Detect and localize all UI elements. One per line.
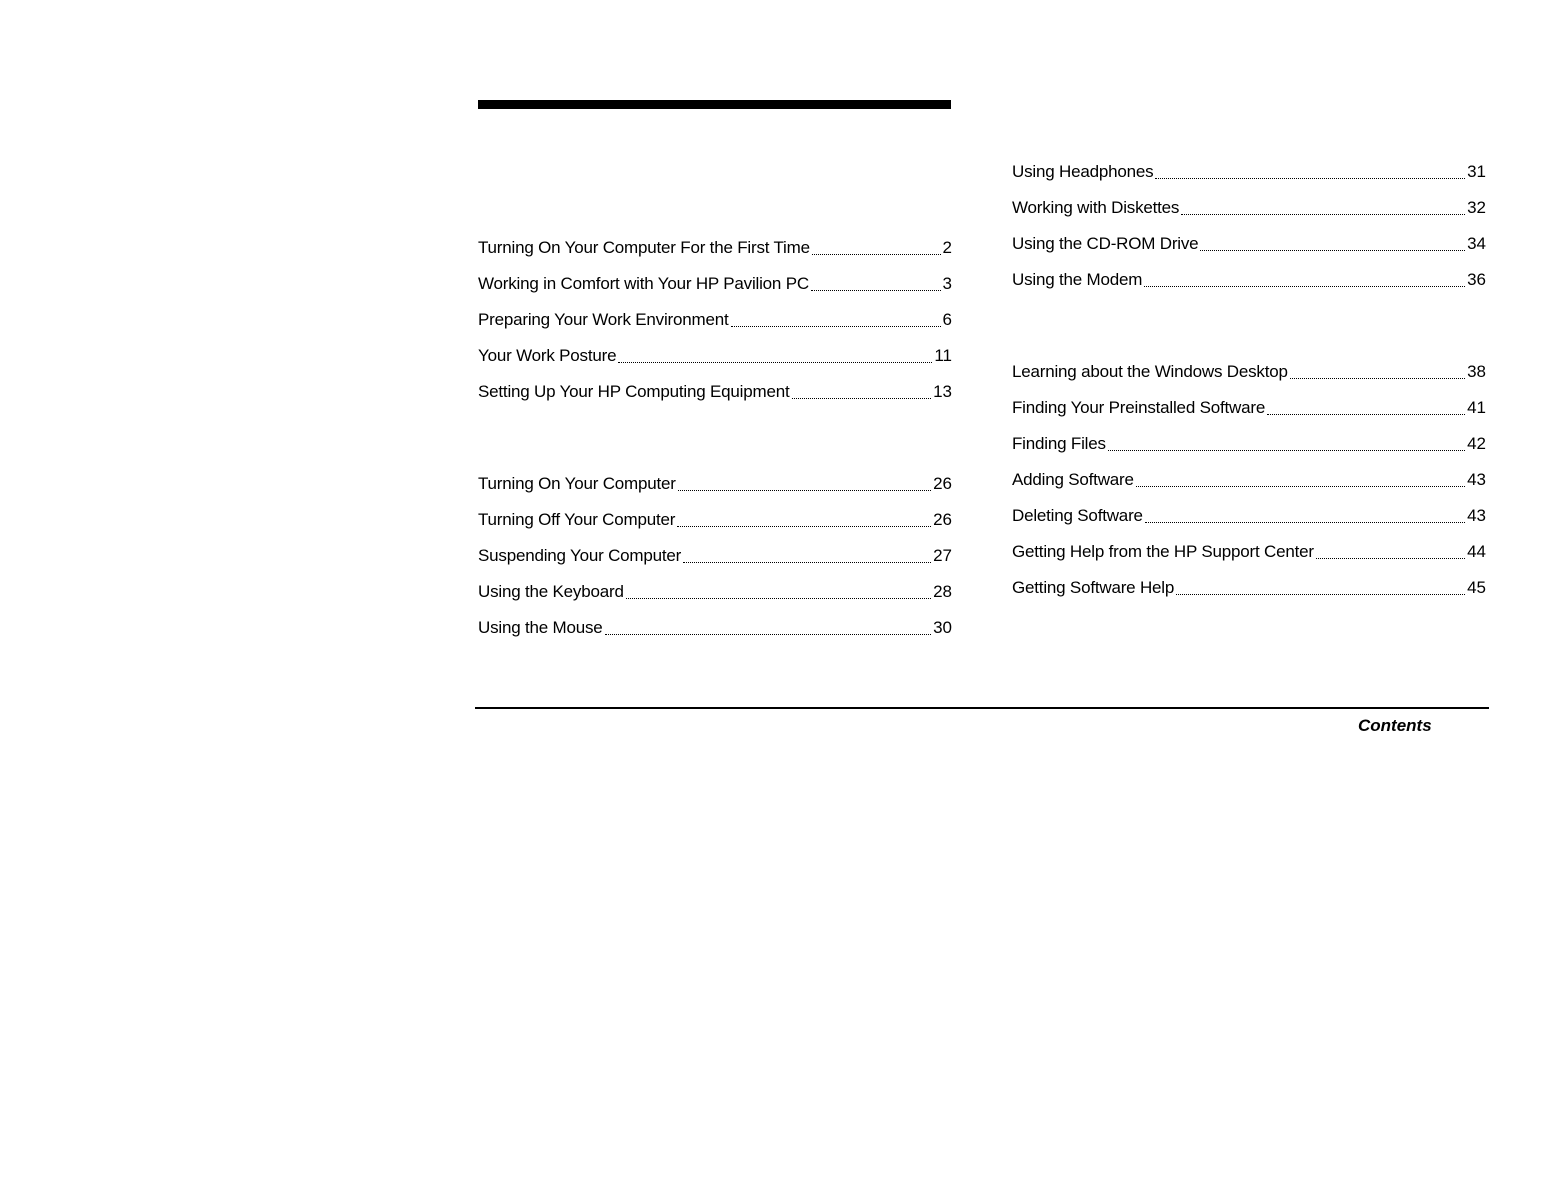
toc-entry[interactable] bbox=[1012, 562, 1486, 598]
toc-entry-page: 38 bbox=[1467, 362, 1486, 381]
dot-leader bbox=[683, 562, 931, 563]
toc-group bbox=[1012, 146, 1486, 290]
toc-entry[interactable] bbox=[478, 530, 952, 566]
toc-entry-title: Finding Your Preinstalled Software bbox=[1012, 398, 1266, 417]
toc-entry-title: Using the Mouse bbox=[478, 618, 603, 637]
toc-entry-page: 27 bbox=[933, 546, 952, 565]
toc-group bbox=[1012, 346, 1486, 598]
toc-entry-title: Getting Software Help bbox=[1012, 578, 1175, 597]
dot-leader bbox=[812, 254, 941, 255]
toc-entry[interactable] bbox=[1012, 146, 1486, 182]
toc-entry[interactable] bbox=[478, 366, 952, 402]
toc-entry-title: Turning On Your Computer For the First Time bbox=[478, 238, 810, 257]
dot-leader bbox=[677, 526, 931, 527]
toc-entry-page: 36 bbox=[1467, 270, 1486, 289]
dot-leader bbox=[1108, 450, 1465, 451]
toc-entry-page: 44 bbox=[1467, 542, 1486, 561]
toc-entry-page: 11 bbox=[934, 346, 952, 365]
toc-left-column bbox=[478, 222, 952, 638]
toc-entry-page: 3 bbox=[942, 274, 952, 293]
dot-leader bbox=[678, 490, 931, 491]
toc-entry-title: Getting Help from the HP Support Center bbox=[1012, 542, 1314, 561]
dot-leader bbox=[605, 634, 932, 635]
toc-entry[interactable] bbox=[478, 222, 952, 258]
toc-entry[interactable] bbox=[1012, 182, 1486, 218]
toc-entry-title: Using the Keyboard bbox=[478, 582, 624, 601]
toc-entry[interactable] bbox=[1012, 418, 1486, 454]
toc-entry-title: Working with Diskettes bbox=[1012, 198, 1180, 217]
dot-leader bbox=[1316, 558, 1465, 559]
toc-entry-page: 30 bbox=[933, 618, 952, 637]
toc-entry-title: Turning Off Your Computer bbox=[478, 510, 676, 529]
toc-entry[interactable] bbox=[478, 494, 952, 530]
toc-entry-title: Finding Files bbox=[1012, 434, 1106, 453]
dot-leader bbox=[731, 326, 941, 327]
toc-entry-page: 43 bbox=[1467, 470, 1486, 489]
dot-leader bbox=[1136, 486, 1465, 487]
toc-entry[interactable] bbox=[1012, 490, 1486, 526]
dot-leader bbox=[1200, 250, 1465, 251]
top-rule bbox=[478, 100, 951, 109]
dot-leader bbox=[618, 362, 932, 363]
toc-entry[interactable] bbox=[1012, 254, 1486, 290]
toc-entry-page: 45 bbox=[1467, 578, 1486, 597]
toc-entry[interactable] bbox=[478, 458, 952, 494]
toc-entry-title: Preparing Your Work Environment bbox=[478, 310, 729, 329]
toc-entry[interactable] bbox=[1012, 218, 1486, 254]
toc-entry[interactable] bbox=[478, 294, 952, 330]
toc-right-column bbox=[1012, 146, 1486, 598]
dot-leader bbox=[1176, 594, 1465, 595]
toc-entry-page: 2 bbox=[942, 238, 952, 257]
toc-entry[interactable] bbox=[1012, 346, 1486, 382]
toc-entry[interactable] bbox=[478, 566, 952, 602]
toc-group bbox=[478, 458, 952, 638]
toc-entry[interactable] bbox=[1012, 382, 1486, 418]
toc-entry-title: Using Headphones bbox=[1012, 162, 1154, 181]
dot-leader bbox=[1144, 286, 1465, 287]
toc-entry-title: Suspending Your Computer bbox=[478, 546, 682, 565]
toc-entry-page: 6 bbox=[942, 310, 952, 329]
toc-entry-page: 28 bbox=[933, 582, 952, 601]
toc-entry-page: 34 bbox=[1467, 234, 1486, 253]
toc-entry-page: 31 bbox=[1467, 162, 1486, 181]
toc-entry-page: 13 bbox=[933, 382, 952, 401]
dot-leader bbox=[1267, 414, 1465, 415]
dot-leader bbox=[1290, 378, 1465, 379]
toc-entry-page: 43 bbox=[1467, 506, 1486, 525]
dot-leader bbox=[626, 598, 931, 599]
toc-entry[interactable] bbox=[478, 258, 952, 294]
toc-entry[interactable] bbox=[478, 330, 952, 366]
toc-entry-title: Using the CD-ROM Drive bbox=[1012, 234, 1199, 253]
toc-entry-title: Adding Software bbox=[1012, 470, 1134, 489]
dot-leader bbox=[1155, 178, 1465, 179]
toc-group bbox=[478, 222, 952, 402]
dot-leader bbox=[1181, 214, 1465, 215]
toc-entry-title: Using the Modem bbox=[1012, 270, 1143, 289]
toc-entry-title: Working in Comfort with Your HP Pavilion PC bbox=[478, 274, 809, 293]
dot-leader bbox=[1145, 522, 1465, 523]
toc-entry[interactable] bbox=[1012, 526, 1486, 562]
dot-leader bbox=[792, 398, 932, 399]
toc-entry[interactable] bbox=[1012, 454, 1486, 490]
toc-entry-title: Learning about the Windows Desktop bbox=[1012, 362, 1288, 381]
toc-entry-title: Deleting Software bbox=[1012, 506, 1143, 525]
toc-entry-title: Your Work Posture bbox=[478, 346, 617, 365]
toc-entry-title: Turning On Your Computer bbox=[478, 474, 676, 493]
toc-entry[interactable] bbox=[478, 602, 952, 638]
footer-section-label: Contents bbox=[1358, 716, 1432, 735]
footer-rule bbox=[475, 707, 1489, 709]
toc-entry-page: 26 bbox=[933, 474, 952, 493]
toc-entry-page: 26 bbox=[933, 510, 952, 529]
toc-entry-page: 42 bbox=[1467, 434, 1486, 453]
dot-leader bbox=[811, 290, 941, 291]
toc-entry-title: Setting Up Your HP Computing Equipment bbox=[478, 382, 790, 401]
toc-entry-page: 32 bbox=[1467, 198, 1486, 217]
toc-entry-page: 41 bbox=[1467, 398, 1486, 417]
